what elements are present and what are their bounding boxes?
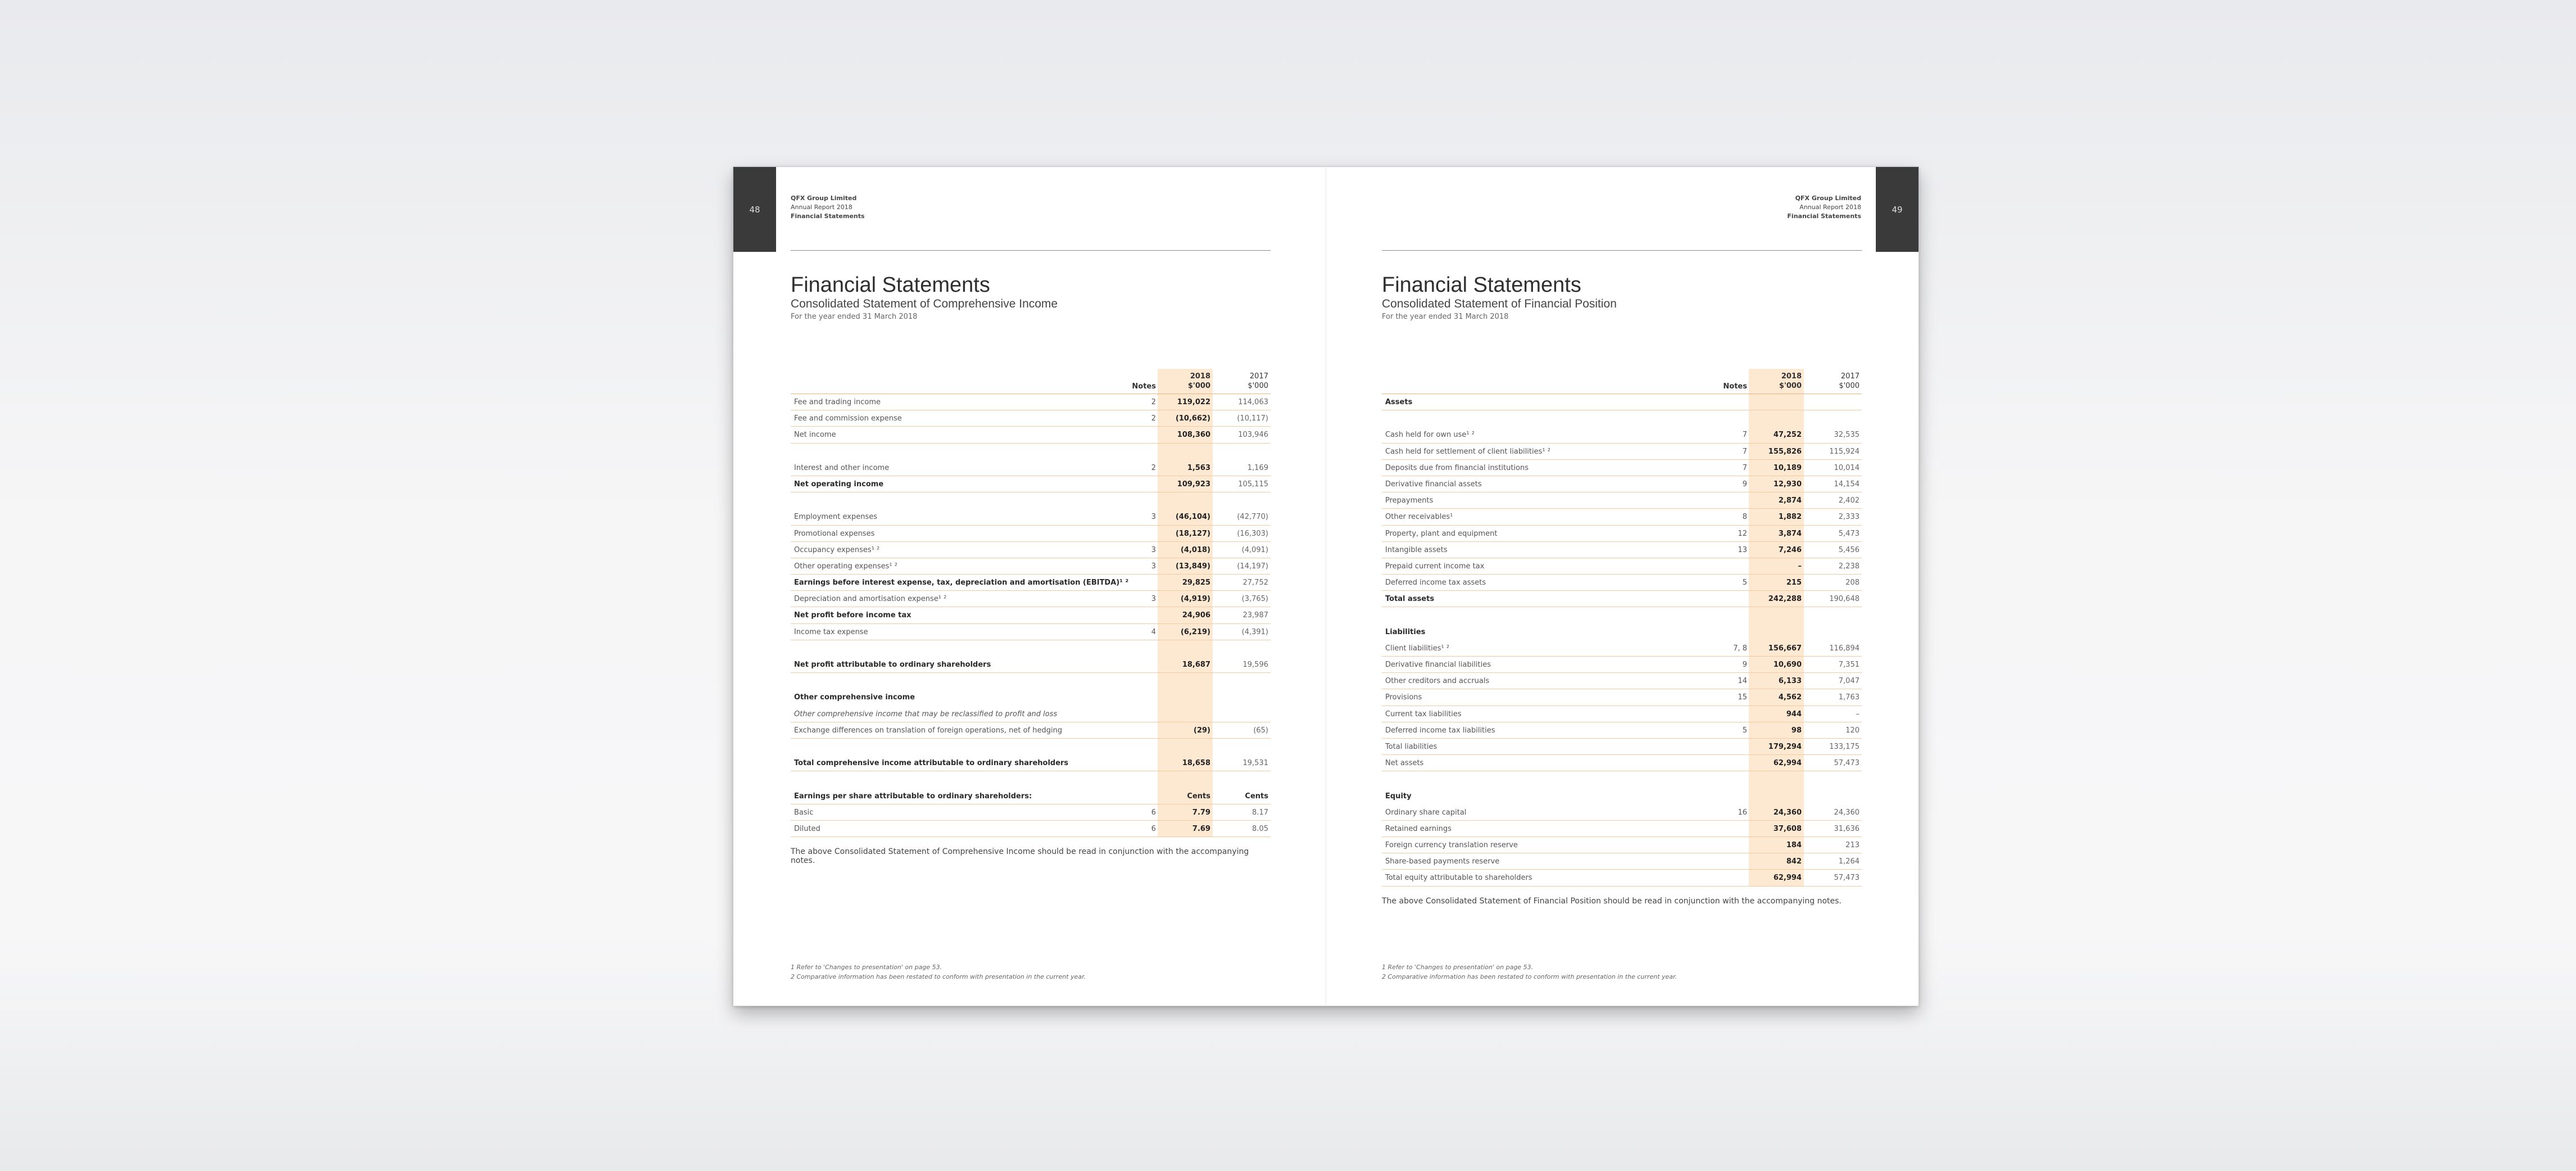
section-name: Financial Statements [1787,213,1861,220]
row-note: 15 [1738,693,1747,702]
table-row [791,427,1271,443]
value-2017: 5,473 [1838,529,1860,538]
unit-2018-label: $'000 [1779,382,1802,390]
value-2017: Cents [1245,792,1268,801]
value-2017: 57,473 [1834,874,1860,883]
value-2018: (10,662) [1175,414,1210,423]
value-2018: 6,133 [1778,677,1802,686]
row-label: Foreign currency translation reserve [1385,841,1518,850]
row-note: 2 [1151,463,1156,472]
value-2017: 208 [1845,578,1860,587]
year-2018-header [1158,372,1210,391]
page-number-tab [1876,167,1919,252]
year-2018-label: 2018 [1781,372,1802,381]
year-2018-label: 2018 [1190,372,1210,381]
unit-2017-label: $'000 [1248,382,1268,390]
table-body [791,394,1271,837]
table-row [1382,427,1862,443]
value-2018: 242,288 [1768,595,1802,604]
closing-note: The above Consolidated Statement of Comprehensive Income should be read in conjunction with the accompanying notes. [791,847,1249,866]
year-2017-label: 2017 [1249,372,1268,381]
table-row [1382,657,1862,673]
table-row [1382,410,1862,427]
row-label: Total equity attributable to shareholders [1385,874,1532,883]
value-2017: 1,763 [1838,693,1860,702]
row-label: Net operating income [794,480,884,489]
row-note: 4 [1151,627,1156,636]
value-2018: 155,826 [1768,447,1802,456]
row-label: Share-based payments reserve [1385,857,1500,866]
value-2017: 7,047 [1838,677,1860,686]
value-2017: 19,531 [1242,759,1268,768]
table-row [1382,739,1862,755]
row-note: 12 [1738,529,1747,538]
row-label: Prepaid current income tax [1385,562,1485,571]
table-row [1382,607,1862,623]
row-label: Interest and other income [794,463,890,472]
value-2018: (29) [1194,726,1210,735]
table-row [791,394,1271,410]
value-2018: 98 [1791,726,1802,735]
row-note: 16 [1738,808,1747,817]
value-2018: (46,104) [1175,513,1210,522]
page-title: Financial Statements [791,273,990,297]
value-2018: 18,687 [1182,661,1210,669]
table-row [791,689,1271,706]
row-label: Other receivables¹ [1385,513,1453,522]
value-2018: 24,360 [1773,808,1802,817]
table-row [1382,722,1862,739]
row-note: 6 [1151,824,1156,833]
header-rule [1382,250,1862,251]
table-row [1382,526,1862,542]
row-note: 5 [1742,726,1747,735]
value-2018: 7.69 [1192,824,1210,833]
row-note: 3 [1151,513,1156,522]
value-2018: 109,923 [1177,480,1210,489]
row-label: Net income [794,431,836,440]
value-2018: – [1798,562,1802,571]
row-label: Diluted [794,824,820,833]
row-label: Occupancy expenses¹ ² [794,545,880,554]
value-2017: (4,091) [1241,545,1268,554]
table-row [1382,575,1862,591]
table-row [1382,771,1862,788]
table-row [791,706,1271,722]
year-2018-header [1749,372,1802,391]
value-2018: 184 [1786,841,1802,850]
table-row [791,788,1271,804]
row-note: 8 [1742,513,1747,522]
report-name: Annual Report 2018 [791,204,852,211]
value-2017: 213 [1845,841,1860,850]
table-row [791,460,1271,476]
table-row [791,558,1271,575]
row-label: Ordinary share capital [1385,808,1467,817]
value-2017: 27,752 [1242,578,1268,587]
row-label: Exchange differences on translation of foreign operations, net of hedging [794,726,1063,735]
row-note: 7, 8 [1733,644,1747,653]
value-2018: 842 [1786,857,1802,866]
page-number: 49 [1892,204,1903,215]
value-2017: 7,351 [1838,661,1860,669]
row-note: 3 [1151,562,1156,571]
table-header [1382,369,1862,394]
row-label: Income tax expense [794,627,868,636]
unit-2018-label: $'000 [1187,382,1210,390]
value-2017: 31,636 [1834,824,1860,833]
value-2018: 215 [1786,578,1802,587]
page-number-tab [733,167,776,252]
row-label: Basic [794,808,814,817]
value-2017: (3,765) [1241,595,1268,604]
notes-header: Notes [1723,382,1747,391]
row-label: Fee and trading income [794,398,881,406]
value-2018: 3,874 [1778,529,1802,538]
row-label: Depreciation and amortisation expense¹ ² [794,595,947,604]
table-row [791,673,1271,689]
table-row [791,804,1271,821]
page-content [791,273,1271,866]
header-rule [791,250,1271,251]
table-row [791,542,1271,558]
table-row [791,526,1271,542]
table-header [791,369,1271,394]
value-2018: 108,360 [1177,431,1210,440]
row-note: 9 [1742,661,1747,669]
row-note: 7 [1742,463,1747,472]
row-note: 3 [1151,545,1156,554]
row-label: Retained earnings [1385,824,1452,833]
row-label: Derivative financial liabilities [1385,661,1491,669]
table-row [791,821,1271,837]
table-row [791,657,1271,673]
table-row [1382,542,1862,558]
statement-title: Consolidated Statement of Financial Position [1382,297,1617,310]
row-note: 2 [1151,414,1156,423]
row-label: Earnings before interest expense, tax, depreciation and amortisation (EBITDA)¹ ² [794,578,1129,587]
table-row [1382,624,1862,640]
value-2018: 10,189 [1773,463,1802,472]
row-label: Total liabilities [1385,742,1437,751]
row-label: Current tax liabilities [1385,709,1462,718]
value-2018: 4,562 [1778,693,1802,702]
row-note: 9 [1742,480,1747,489]
table-row [791,755,1271,771]
year-2017-header [1804,372,1860,391]
year-2017-label: 2017 [1840,372,1860,381]
table-row [1382,492,1862,509]
value-2017: (16,303) [1237,529,1268,538]
row-label: Liabilities [1385,627,1426,636]
value-2017: (42,770) [1237,513,1268,522]
footnotes [791,962,1086,982]
value-2018: 1,882 [1778,513,1802,522]
table-row [791,624,1271,640]
table-row [1382,870,1862,886]
row-label: Total comprehensive income attributable to ordinary shareholders [794,759,1069,768]
table-row [1382,394,1862,410]
row-label: Deposits due from financial institutions [1385,463,1529,472]
value-2017: 120 [1845,726,1860,735]
row-label: Cash held for settlement of client liabilities¹ ² [1385,447,1550,456]
row-label: Provisions [1385,693,1422,702]
value-2018: 156,667 [1768,644,1802,653]
value-2018: 62,994 [1773,759,1802,768]
table-row [791,739,1271,755]
table-row [1382,706,1862,722]
value-2017: 8.17 [1252,808,1268,817]
value-2018: 7.79 [1192,808,1210,817]
company-name: QFX Group Limited [791,195,857,202]
value-2018: 7,246 [1778,545,1802,554]
value-2018: 1,563 [1187,463,1210,472]
row-label: Equity [1385,792,1412,801]
value-2017: 10,014 [1834,463,1860,472]
value-2017: 5,456 [1838,545,1860,554]
value-2018: 18,658 [1182,759,1210,768]
table-row [791,591,1271,607]
value-2017: 14,154 [1834,480,1860,489]
value-2017: 133,175 [1829,742,1860,751]
value-2017: (4,391) [1241,627,1268,636]
row-label: Derivative financial assets [1385,480,1482,489]
value-2017: 105,115 [1238,480,1268,489]
value-2017: 115,924 [1829,447,1860,456]
value-2018: (4,018) [1180,545,1210,554]
value-2018: Cents [1187,792,1210,801]
row-label: Earnings per share attributable to ordinary shareholders: [794,792,1032,801]
unit-2017-label: $'000 [1839,382,1860,390]
footnotes [1382,962,1677,982]
value-2017: 2,238 [1838,562,1860,571]
value-2017: 190,648 [1829,595,1860,604]
table-row [1382,640,1862,657]
table-row [1382,509,1862,525]
footnote-2: 2 Comparative information has been restated to conform with presentation in the current year. [791,973,1086,980]
value-2017: 116,894 [1829,644,1860,653]
row-label: Assets [1385,398,1413,406]
value-2017: (10,117) [1237,414,1268,423]
value-2018: 944 [1786,709,1802,718]
table-row [1382,591,1862,607]
row-label: Net profit before income tax [794,611,911,620]
value-2017: 32,535 [1834,431,1860,440]
value-2017: 1,264 [1838,857,1860,866]
value-2017: 1,169 [1247,463,1268,472]
value-2018: 29,825 [1182,578,1210,587]
row-note: 14 [1738,677,1747,686]
value-2018: 62,994 [1773,874,1802,883]
table-row [791,509,1271,525]
row-label: Other comprehensive income that may be reclassified to profit and loss [794,709,1058,718]
table-row [791,607,1271,623]
table-body [1382,394,1862,887]
value-2017: 2,402 [1838,496,1860,505]
row-label: Other comprehensive income [794,693,915,702]
statement-period: For the year ended 31 March 2018 [791,313,918,321]
table-row [791,492,1271,509]
row-label: Deferred income tax assets [1385,578,1486,587]
table-row [1382,460,1862,476]
value-2018: (13,849) [1175,562,1210,571]
page-content [1382,273,1862,906]
row-note: 13 [1738,545,1747,554]
table-row [791,476,1271,492]
value-2018: 47,252 [1773,431,1802,440]
table-row [791,410,1271,427]
table-row [791,444,1271,460]
row-note: 2 [1151,398,1156,406]
row-label: Employment expenses [794,513,878,522]
page-left [733,167,1326,1006]
row-label: Deferred income tax liabilities [1385,726,1495,735]
table-row [1382,476,1862,492]
value-2018: 37,608 [1773,824,1802,833]
running-header [1787,194,1861,221]
table-row [1382,804,1862,821]
value-2017: 8.05 [1252,824,1268,833]
value-2018: (6,219) [1180,627,1210,636]
value-2018: 24,906 [1182,611,1210,620]
row-note: 3 [1151,595,1156,604]
value-2018: 12,930 [1773,480,1802,489]
table-row [791,575,1271,591]
value-2018: 10,690 [1773,661,1802,669]
value-2017: 57,473 [1834,759,1860,768]
table-row [1382,755,1862,771]
page-number: 48 [749,204,760,215]
footnote-1: 1 Refer to 'Changes to presentation' on page 53. [1382,964,1534,971]
row-label: Promotional expenses [794,529,875,538]
value-2018: (18,127) [1175,529,1210,538]
value-2017: 114,063 [1238,398,1268,406]
table-row [1382,673,1862,689]
value-2017: (14,197) [1237,562,1268,571]
row-label: Cash held for own use¹ ² [1385,431,1475,440]
value-2018: 179,294 [1768,742,1802,751]
value-2017: (65) [1253,726,1268,735]
row-note: 6 [1151,808,1156,817]
value-2017: 19,596 [1242,661,1268,669]
notes-header: Notes [1132,382,1156,391]
row-label: Net assets [1385,759,1424,768]
row-note: 7 [1742,447,1747,456]
statement-title: Consolidated Statement of Comprehensive Income [791,297,1058,310]
row-label: Property, plant and equipment [1385,529,1498,538]
row-label: Prepayments [1385,496,1434,505]
row-label: Net profit attributable to ordinary shareholders [794,661,991,669]
value-2018: (4,919) [1180,595,1210,604]
table-row [1382,689,1862,706]
section-name: Financial Statements [791,213,865,220]
running-header [791,194,865,221]
company-name: QFX Group Limited [1795,195,1861,202]
value-2017: 24,360 [1834,808,1860,817]
table-row [791,722,1271,739]
footnote-2: 2 Comparative information has been restated to conform with presentation in the current year. [1382,973,1677,980]
row-label: Total assets [1385,595,1435,604]
value-2017: 23,987 [1242,611,1268,620]
row-label: Other creditors and accruals [1385,677,1490,686]
table-row [1382,788,1862,804]
value-2017: – [1856,709,1860,718]
row-label: Fee and commission expense [794,414,902,423]
table-row [791,771,1271,788]
table-row [1382,837,1862,853]
table-row [1382,444,1862,460]
financial-position-table [1382,369,1862,906]
report-spread [733,167,1919,1006]
footnote-1: 1 Refer to 'Changes to presentation' on page 53. [791,964,942,971]
table-row [1382,821,1862,837]
row-label: Intangible assets [1385,545,1448,554]
year-2017-header [1213,372,1268,391]
table-row [1382,558,1862,575]
value-2017: 2,333 [1838,513,1860,522]
row-note: 5 [1742,578,1747,587]
statement-period: For the year ended 31 March 2018 [1382,313,1509,321]
value-2018: 2,874 [1778,496,1802,505]
page-right [1326,167,1919,1006]
row-label: Other operating expenses¹ ² [794,562,897,571]
value-2018: 119,022 [1177,398,1210,406]
report-name: Annual Report 2018 [1799,204,1861,211]
row-note: 7 [1742,431,1747,440]
table-row [791,640,1271,657]
closing-note: The above Consolidated Statement of Financial Position should be read in conjunction with the accompanying notes. [1382,897,1842,906]
income-statement-table [791,369,1271,866]
row-label: Client liabilities¹ ² [1385,644,1450,653]
value-2017: 103,946 [1238,431,1268,440]
page-title: Financial Statements [1382,273,1581,297]
table-row [1382,853,1862,870]
